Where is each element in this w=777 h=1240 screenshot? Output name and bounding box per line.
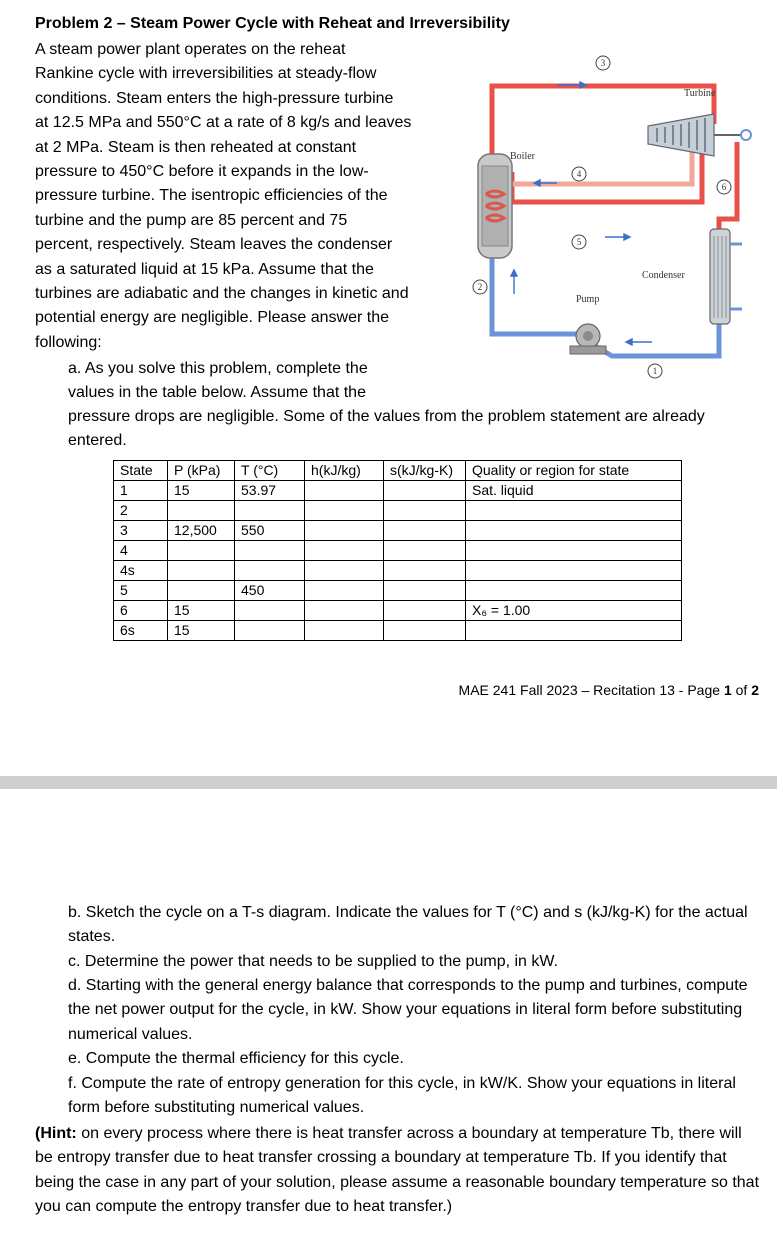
header-quality: Quality or region for state <box>466 461 682 481</box>
part-a-line: entered. <box>68 432 127 449</box>
question-b: b. Sketch the cycle on a T-s diagram. Indicate the values for T (°C) and s (kJ/kg-K) for the actual states. <box>68 904 748 946</box>
intro-line: at 2 MPa. Steam is then reheated at constant <box>35 138 357 156</box>
state-marker-6: 6 <box>721 182 727 192</box>
state-table-header <box>114 461 682 481</box>
intro-line: following: <box>35 333 102 351</box>
cell-pressure[interactable] <box>168 581 235 601</box>
pipe-hp-exhaust <box>512 142 692 184</box>
pump <box>570 324 606 354</box>
question-f: f. Compute the rate of entropy generation for this cycle, in kW/K. Show your equations in literal form before substituting numerical values. <box>68 1075 736 1117</box>
cell-temperature[interactable] <box>235 561 305 581</box>
table-row <box>114 501 682 521</box>
pump-label: Pump <box>576 294 600 305</box>
problem-statement <box>35 38 445 355</box>
header-enthalpy: h(kJ/kg) <box>305 461 384 481</box>
part-a-line: values in the table below. Assume that the <box>68 384 366 401</box>
footer-page-number: 1 <box>723 682 732 698</box>
table-row <box>114 581 682 601</box>
cell-pressure[interactable] <box>168 501 235 521</box>
intro-line: potential energy are negligible. Please answer the <box>35 309 390 327</box>
cell-pressure[interactable]: 12,500 <box>168 521 235 541</box>
header-pressure: P (kPa) <box>168 461 235 481</box>
header-temperature: T (°C) <box>235 461 305 481</box>
cell-pressure[interactable] <box>168 541 235 561</box>
cell-enthalpy[interactable] <box>305 501 384 521</box>
cell-enthalpy[interactable] <box>305 621 384 641</box>
cell-state: 4s <box>114 561 168 581</box>
cell-temperature[interactable] <box>235 541 305 561</box>
intro-line: turbine and the pump are 85 percent and 75 <box>35 211 348 229</box>
pipe-reheat-return <box>512 142 702 202</box>
cell-temperature[interactable]: 53.97 <box>235 481 305 501</box>
boiler-label: Boiler <box>510 151 535 162</box>
state-marker-1: 1 <box>652 366 658 376</box>
flow-arrows <box>511 82 652 345</box>
hint-label: (Hint: <box>35 1125 77 1142</box>
state-marker-2: 2 <box>477 282 483 292</box>
cell-state: 6 <box>114 601 168 621</box>
intro-line: at 12.5 MPa and 550°C at a rate of 8 kg/s and leaves <box>35 114 412 132</box>
footer-of: of <box>731 682 752 698</box>
page-separator <box>0 776 777 789</box>
intro-line: as a saturated liquid at 15 kPa. Assume that the <box>35 260 374 278</box>
cell-entropy[interactable] <box>384 481 466 501</box>
hint <box>35 1122 760 1220</box>
cell-temperature[interactable] <box>235 501 305 521</box>
cell-temperature[interactable] <box>235 621 305 641</box>
cell-enthalpy[interactable] <box>305 561 384 581</box>
cell-state: 4 <box>114 541 168 561</box>
state-marker-4: 4 <box>576 169 582 179</box>
cell-entropy[interactable] <box>384 601 466 621</box>
cell-quality[interactable] <box>466 581 682 601</box>
cell-pressure[interactable]: 15 <box>168 621 235 641</box>
table-row <box>114 481 682 501</box>
cell-quality[interactable] <box>466 541 682 561</box>
boiler <box>478 154 512 258</box>
header-state: State <box>114 461 168 481</box>
cell-state: 1 <box>114 481 168 501</box>
state-marker-5: 5 <box>576 237 582 247</box>
problem-title: Problem 2 – Steam Power Cycle with Reheat and Irreversibility <box>35 15 510 32</box>
part-a-line: a. As you solve this problem, complete the <box>68 360 368 377</box>
cell-entropy[interactable] <box>384 541 466 561</box>
part-a <box>68 357 705 453</box>
cell-entropy[interactable] <box>384 501 466 521</box>
state-table <box>113 460 682 641</box>
cell-pressure[interactable] <box>168 561 235 581</box>
cell-temperature[interactable] <box>235 601 305 621</box>
state-marker-3: 3 <box>600 58 606 68</box>
cell-pressure[interactable]: 15 <box>168 601 235 621</box>
part-a-line: pressure drops are negligible. Some of the values from the problem statement are already <box>68 408 705 425</box>
intro-line: Rankine cycle with irreversibilities at steady-flow <box>35 65 377 83</box>
question-c: c. Determine the power that needs to be supplied to the pump, in kW. <box>68 953 559 970</box>
condenser-label: Condenser <box>642 270 685 281</box>
table-row <box>114 541 682 561</box>
turbine-label: Turbine <box>684 88 716 99</box>
intro-line: A steam power plant operates on the reheat <box>35 41 346 58</box>
cell-entropy[interactable] <box>384 561 466 581</box>
table-row <box>114 621 682 641</box>
intro-line: pressure turbine. The isentropic efficiencies of the <box>35 187 388 205</box>
table-row <box>114 561 682 581</box>
page-footer <box>459 682 759 698</box>
condenser <box>710 229 742 324</box>
table-row <box>114 521 682 541</box>
hint-text: on every process where there is heat transfer across a boundary at temperature Tb, there will be entropy transfer due to heat transfer crossing a boundary at temperature Tb. If you identify that being the case in any part of your solution, please assume a reasonable boundary temperature so that you can compute the entropy transfer due to heat transfer.) <box>35 1125 760 1216</box>
cell-entropy[interactable] <box>384 621 466 641</box>
cell-enthalpy[interactable] <box>305 521 384 541</box>
cell-enthalpy[interactable] <box>305 481 384 501</box>
question-d: d. Starting with the general energy balance that corresponds to the pump and turbines, compute the net power output for the cycle, in kW. Show your equations in literal form before substituting numerical values. <box>68 977 748 1043</box>
cell-entropy[interactable] <box>384 581 466 601</box>
cell-quality[interactable]: X₆ = 1.00 <box>466 601 682 621</box>
cell-state: 5 <box>114 581 168 601</box>
footer-text: MAE 241 Fall 2023 – Recitation 13 - Page <box>458 682 724 698</box>
cell-quality[interactable]: Sat. liquid <box>466 481 682 501</box>
cell-enthalpy[interactable] <box>305 581 384 601</box>
intro-line: percent, respectively. Steam leaves the condenser <box>35 236 393 254</box>
cell-pressure[interactable]: 15 <box>168 481 235 501</box>
cell-enthalpy[interactable] <box>305 541 384 561</box>
intro-line: turbines are adiabatic and the changes in kinetic and <box>35 285 409 303</box>
cell-quality[interactable] <box>466 621 682 641</box>
reheat-rankine-schematic <box>452 44 770 384</box>
pipe-pump-to-boiler <box>492 254 577 334</box>
cell-quality[interactable] <box>466 521 682 541</box>
question-e: e. Compute the thermal efficiency for this cycle. <box>68 1050 404 1067</box>
cell-entropy[interactable] <box>384 521 466 541</box>
header-entropy: s(kJ/kg-K) <box>384 461 466 481</box>
cell-enthalpy[interactable] <box>305 601 384 621</box>
cell-temperature[interactable]: 450 <box>235 581 305 601</box>
footer-page-total: 2 <box>751 682 759 698</box>
cell-temperature[interactable]: 550 <box>235 521 305 541</box>
intro-line: conditions. Steam enters the high-pressure turbine <box>35 89 394 107</box>
intro-line: pressure to 450°C before it expands in the low- <box>35 163 369 181</box>
cell-quality[interactable] <box>466 501 682 521</box>
page-2 <box>0 789 777 1240</box>
cell-quality[interactable] <box>466 561 682 581</box>
cell-state: 2 <box>114 501 168 521</box>
table-row <box>114 601 682 621</box>
cell-state: 6s <box>114 621 168 641</box>
cell-state: 3 <box>114 521 168 541</box>
pipe-condenser-to-pump <box>592 324 719 356</box>
